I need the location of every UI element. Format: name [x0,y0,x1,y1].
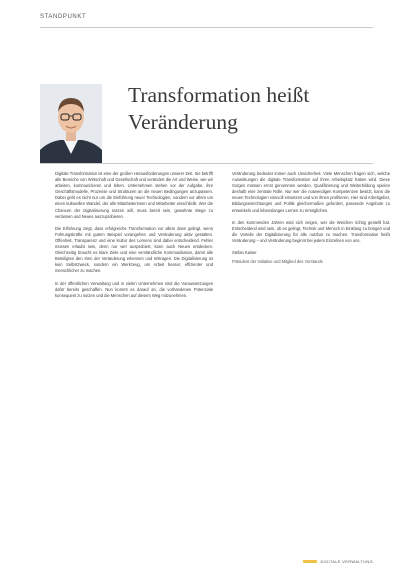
author-portrait [40,84,102,164]
footer-accent-bar [303,560,317,563]
paragraph: Digitale Transformation ist eine der großen Herausforderungen unserer Zeit. Sie betrifft alle Bereiche von Wirtschaft und Gesellschaft und verändert die Art und Weise, wie wir arbeiten, kommunizieren und leben. Unternehmen stehen vor der Aufgabe, ihre Geschäftsmodelle, Prozesse und Strukturen an die neuen Bedingungen anzupassen. Dabei geht es nicht nur um die Einführung neuer Technologien, sondern vor allem um einen kulturellen Wandel, der alle Mitarbeiterinnen und Mitarbeiter einschließt. Wer die Chancen der Digitalisierung nutzen will, muss bereit sein, gewohnte Wege zu verlassen und Neues auszuprobieren. [55,171,213,219]
article-title-line-2: Veränderung [128,110,238,134]
page-footer [303,559,373,564]
footer-label: DIGITALE VERWALTUNG [320,559,373,564]
article-title-line-1: Transformation heißt [128,83,310,107]
author-name: Stefan Kaiser [232,250,257,256]
paragraph: In der öffentlichen Verwaltung und in vielen Unternehmen sind die Voraussetzungen dafür bereits geschaffen. Nun kommt es darauf an, die vorhandenen Potenziale konsequent zu nutzen und die Menschen auf diesem Weg mitzunehmen. [55,280,213,298]
article-title [128,82,378,136]
header-divider [40,27,373,28]
paragraph: Die Erfahrung zeigt, dass erfolgreiche Transformation vor allem dann gelingt, wenn Führungskräfte mit gutem Beispiel vorangehen und Veränderung aktiv gestalten. Offenheit, Transparenz und eine Kultur des Lernens sind dabei entscheidend. Fehler müssen erlaubt sein, denn nur wer ausprobiert, kann auch Neues entdecken. Gleichzeitig braucht es klare Ziele und eine verständliche Kommunikation, damit alle Beteiligten den Sinn der Veränderung erkennen und mittragen. Die Digitalisierung ist kein Selbstzweck, sondern ein Werkzeug, um Arbeit besser, effizienter und menschlicher zu machen. [55,225,213,274]
text-column-right [232,171,390,271]
text-column-left [55,171,213,305]
paragraph: In den kommenden Jahren wird sich zeigen, wer die Weichen richtig gestellt hat. Entscheidend wird sein, ob es gelingt, Technik und Mensch in Einklang zu bringen und die Vorteile der Digitalisierung für alle nutzbar zu machen. Transformation heißt Veränderung – und Veränderung beginnt bei jedem Einzelnen von uns. [232,219,390,243]
section-label: STANDPUNKT [40,14,87,20]
author-role: Präsident der Initiative und Mitglied des Vorstands [232,259,323,265]
paragraph: Veränderung bedeutet immer auch Unsicherheit. Viele Menschen fragen sich, welche Auswirkungen die digitale Transformation auf ihren Arbeitsplatz haben wird. Diese Sorgen müssen ernst genommen werden. Qualifizierung und Weiterbildung spielen deshalb eine zentrale Rolle. Nur wer die notwendigen Kompetenzen besitzt, kann die neuen Technologien sinnvoll einsetzen und von ihnen profitieren. Hier sind Arbeitgeber, Bildungseinrichtungen und Politik gleichermaßen gefordert, passende Angebote zu entwickeln und lebenslanges Lernen zu ermöglichen. [232,171,390,213]
title-divider [40,163,373,164]
